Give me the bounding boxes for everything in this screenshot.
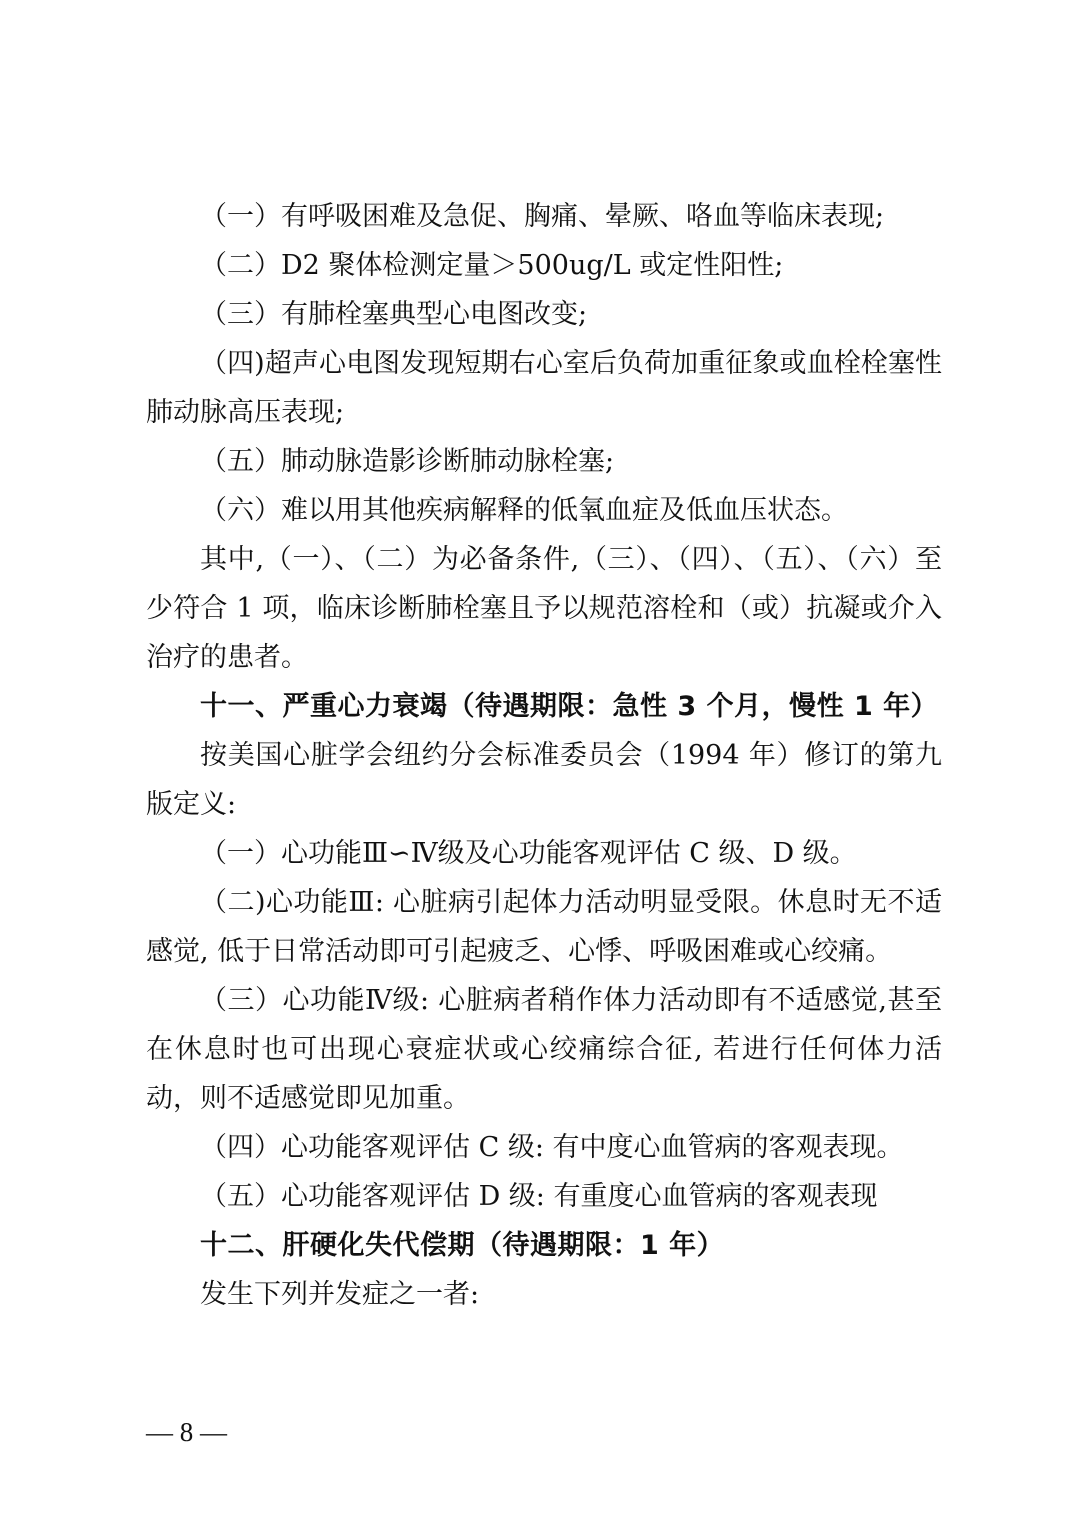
document-body: [146, 192, 942, 1319]
criteria-item-5: （五）肺动脉造影诊断肺动脉栓塞;: [200, 446, 615, 477]
heart-failure-item-5: （五）心功能客观评估 D 级: 有重度心血管病的客观表现: [200, 1181, 878, 1212]
heart-failure-item-2: （二)心功能Ⅲ: 心脏病引起体力活动明显受限。休息时无不适感觉, 低于日常活动即可引起疲乏、心悸、呼吸困难或心绞痛。: [146, 887, 942, 967]
definition-intro: 按美国心脏学会纽约分会标准委员会（1994 年）修订的第九版定义:: [146, 740, 942, 820]
section-heading-11: 十一、严重心力衰竭（待遇期限：急性 3 个月，慢性 1 年）: [200, 691, 939, 722]
heart-failure-item-3: （三）心功能Ⅳ级: 心脏病者稍作体力活动即有不适感觉,甚至在休息时也可出现心衰症状或心绞痛综合征, 若进行任何体力活动，则不适感觉即见加重。: [146, 985, 942, 1114]
criteria-summary: 其中,（一）、（二）为必备条件,（三）、（四）、（五）、（六）至少符合 1 项，临床诊断肺栓塞且予以规范溶栓和（或）抗凝或介入治疗的患者。: [146, 544, 942, 673]
section-heading-12: 十二、肝硬化失代偿期（待遇期限：1 年）: [200, 1230, 725, 1261]
criteria-item-6: （六）难以用其他疾病解释的低氧血症及低血压状态。: [200, 495, 848, 526]
heart-failure-item-1: （一）心功能Ⅲ∽Ⅳ级及心功能客观评估 C 级、D 级。: [200, 838, 857, 869]
criteria-item-3: （三）有肺栓塞典型心电图改变;: [200, 299, 588, 330]
page-number: — 8 —: [146, 1417, 227, 1447]
criteria-item-1: （一）有呼吸困难及急促、胸痛、晕厥、咯血等临床表现;: [200, 201, 885, 232]
criteria-item-4: （四)超声心电图发现短期右心室后负荷加重征象或血栓栓塞性肺动脉高压表现;: [146, 348, 942, 428]
cirrhosis-intro: 发生下列并发症之一者:: [200, 1279, 480, 1310]
heart-failure-item-4: （四）心功能客观评估 C 级: 有中度心血管病的客观表现。: [200, 1132, 904, 1163]
criteria-item-2: （二）D2 聚体检测定量＞500ug/L 或定性阳性;: [200, 250, 784, 281]
